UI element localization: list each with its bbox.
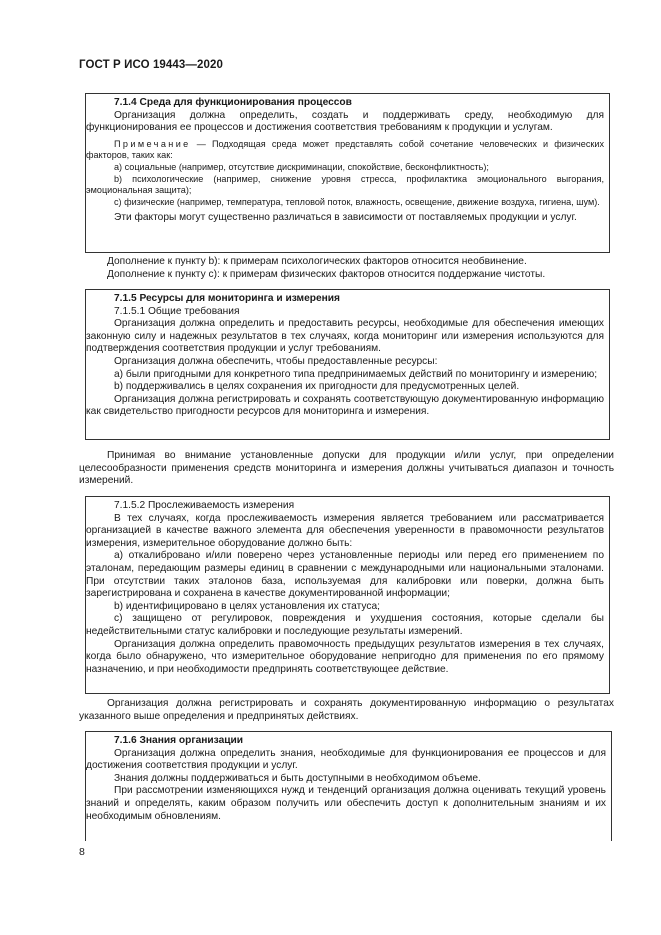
section-heading: 7.1.6 Знания организации <box>114 735 244 746</box>
note-item-c: c) физические (например, температура, тепловой поток, влажность, освещение, движение воздуха, гигиена, шум). <box>114 196 600 207</box>
paragraph: Организация должна регистрировать и сохранять соответствующую документированную информацию как свидетельство пригодности ресурсов для мониторинга и измерения. <box>86 393 604 418</box>
paragraph: Организация должна определить, создать и поддерживать среду, необходимую для функционирования ее процессов и достижения соответствия требованиям к продукции и услугам. <box>86 109 604 134</box>
supplement-block <box>79 698 614 723</box>
subsection-heading: 7.1.5.2 Прослеживаемость измерения <box>114 500 295 511</box>
subsection-heading: 7.1.5.1 Общие требования <box>114 305 240 317</box>
page-number: 8 <box>79 846 85 858</box>
list-item: a) откалибровано и/или поверено через установленные периоды или перед его применением по эталонам, передающим размеры единиц в сравнении с международными или национальными эталонами. При отсутствии таких эталонов база, используемая для калибровки или поверки, должна быть зарегистрирована и сохранена в качестве документированной информации; <box>86 550 604 600</box>
note-item-b: b) психологические (например, снижение уровня стресса, профилактика эмоционального выгорания, эмоциональная защита); <box>86 173 604 196</box>
note-item-a: a) социальные (например, отсутствие дискриминации, спокойствие, бесконфликтность); <box>114 161 489 172</box>
list-item: b) идентифицировано в целях установления их статуса; <box>114 600 380 612</box>
list-item: c) защищено от регулировок, повреждения и ухудшения состояния, которые сделали бы недействительными статус калибровки и последующие результаты измерений. <box>86 613 604 637</box>
standard-text-box-7-1-5 <box>85 289 610 440</box>
supplement-line: Дополнение к пункту c): к примерам физических факторов относится поддержание чистоты. <box>107 268 546 280</box>
note-text: — Подходящая среда может представлять собой сочетание человеческих и физических факторов, таких как: <box>86 138 604 161</box>
standard-text-box-7-1-5-2 <box>85 496 610 694</box>
paragraph: Организация должна определить знания, необходимые для функционирования ее процессов и для достижения соответствия продукции и услуг. <box>86 747 606 772</box>
standard-text-box-7-1-6 <box>85 731 612 841</box>
section-heading: 7.1.5 Ресурсы для мониторинга и измерения <box>114 293 341 304</box>
document-header: ГОСТ Р ИСО 19443—2020 <box>79 59 224 71</box>
paragraph: В тех случаях, когда прослеживаемость измерения является требованием или рассматривается организацией в качестве важного элемента для обеспечения уверенности в правомочности результатов измерения, измерительное оборудование должно быть: <box>86 512 604 549</box>
supplement-block <box>79 450 614 488</box>
supplement-line: Дополнение к пункту b): к примерам психологических факторов относится необвинение. <box>107 256 527 267</box>
paragraph: Организация должна регистрировать и сохранять документированную информацию о результатах указанного выше определения и предпринятых действиях. <box>79 698 614 722</box>
section-heading: 7.1.4 Среда для функционирования процессов <box>114 97 352 108</box>
note <box>86 139 604 209</box>
paragraph: Организация должна определить и предоставить ресурсы, необходимые для обеспечения имеющих законную силу и надежных результатов в тех случаях, когда мониторинг или измерения используются для подтверждения соответствия продукции и услуг требованиям. <box>86 318 604 355</box>
list-item: b) поддерживались в целях сохранения их пригодности для предусмотренных целей. <box>114 381 520 393</box>
paragraph: Организация должна определить правомочность предыдущих результатов измерения в тех случаях, когда было обнаружено, что измерительное оборудование непригодно для применения по его прямому назначению, и при необходимости предпринять соответствующее действие. <box>86 638 604 675</box>
note-intro <box>86 139 604 162</box>
note-label: Примечание <box>114 138 191 149</box>
paragraph: При рассмотрении изменяющихся нужд и тенденций организация должна оценивать текущий уровень знаний и определять, каким образом получить или обеспечить доступ к дополнительным знаниям и их необходимым обновлениям. <box>86 785 606 822</box>
paragraph: Знания должны поддерживаться и быть доступными в необходимом объеме. <box>114 772 481 784</box>
paragraph: Эти факторы могут существенно различаться в зависимости от поставляемых продукции и услуг. <box>114 212 577 224</box>
standard-text-box-7-1-4 <box>85 93 610 253</box>
paragraph: Принимая во внимание установленные допуски для продукции и/или услуг, при определении целесообразности применения средств мониторинга и измерения должны учитываться диапазон и точность измерений. <box>79 450 614 487</box>
list-item: a) были пригодными для конкретного типа предпринимаемых действий по мониторингу и измерению; <box>114 368 598 380</box>
paragraph: Организация должна обеспечить, чтобы предоставленные ресурсы: <box>114 355 438 367</box>
supplement-block <box>79 256 614 281</box>
